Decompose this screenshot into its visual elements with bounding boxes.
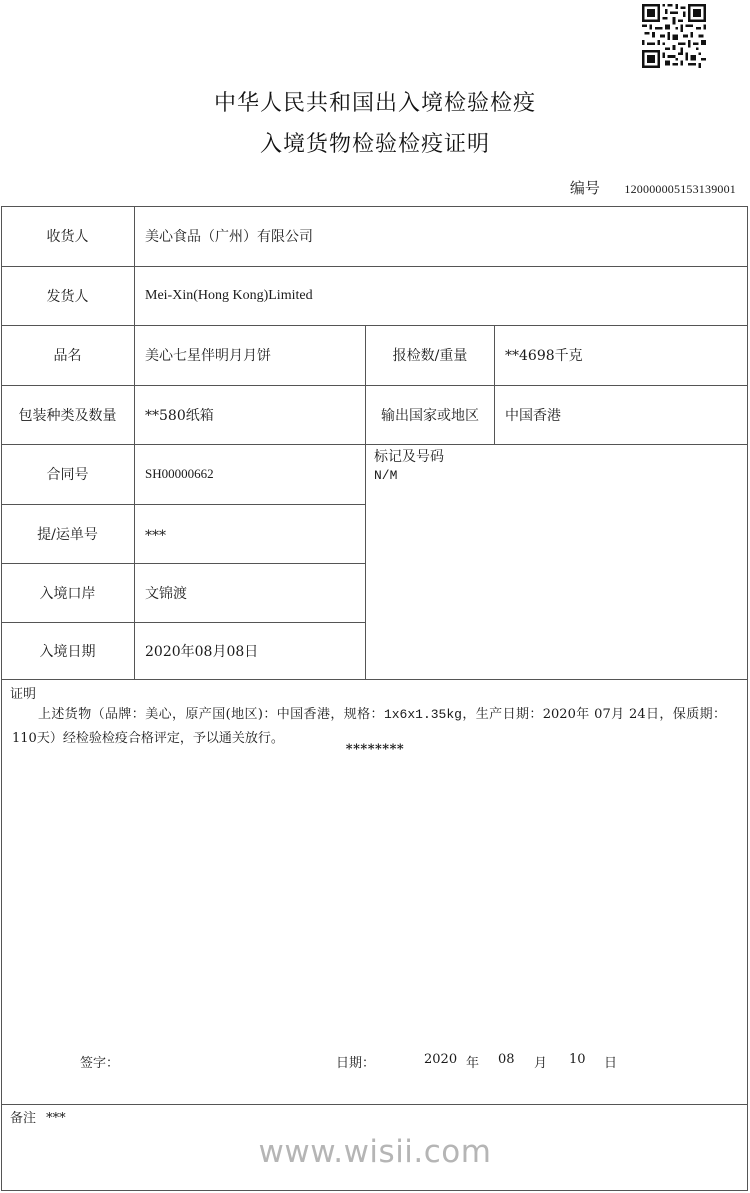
remarks: [10, 1107, 66, 1126]
origin-label: 输出国家或地区: [381, 407, 479, 424]
packing-value: **580纸箱: [145, 407, 214, 424]
issue-year: 2020: [424, 1052, 458, 1067]
serial-label: 编号: [569, 179, 600, 197]
entry-date-label: 入境日期: [39, 643, 96, 660]
contract-value: SH00000662: [145, 466, 214, 481]
document-title: 中华人民共和国出入境检验检疫: [213, 91, 536, 116]
signature-label: 签字：: [80, 1056, 120, 1071]
consignor-label: 发货人: [46, 288, 89, 305]
remarks-label: 备注: [10, 1111, 37, 1126]
certificate-text-part1: 上述货物（品牌：美心，原产国(地区)：中国香港，规格：: [38, 707, 384, 722]
consignor-value: Mei-Xin(Hong Kong)Limited: [145, 287, 313, 303]
quantity-label: 报检数/重量: [392, 348, 468, 364]
bill-value: ***: [145, 527, 166, 544]
marks-value: N/M: [374, 468, 398, 483]
port-value: 文锦渡: [145, 585, 187, 602]
issue-year-unit: 年: [466, 1056, 480, 1071]
consignee-label: 收货人: [46, 229, 89, 245]
serial-number: [570, 177, 736, 198]
packing-label: 包装种类及数量: [18, 407, 117, 424]
document-subtitle: 入境货物检验检疫证明: [259, 132, 490, 157]
issue-month: 08: [498, 1052, 515, 1067]
certificate-stars: ********: [345, 742, 405, 757]
product-label: 品名: [53, 348, 82, 364]
certificate-text-part2: ，生产日期：2020年 07月 24日，保质期：110天）经检验检疫合格评定，予以通关放行。: [12, 707, 726, 746]
port-label: 入境口岸: [39, 585, 96, 602]
issue-day: 10: [569, 1052, 586, 1067]
qr-code-icon: [642, 4, 706, 68]
serial-value: 120000005153139001: [624, 182, 736, 196]
quantity-value: **4698千克: [505, 348, 583, 364]
issue-month-unit: 月: [534, 1056, 548, 1071]
certificate-label: 证明: [10, 687, 37, 702]
bill-label: 提/运单号: [37, 526, 98, 543]
watermark: www.wisii.com: [258, 1134, 492, 1170]
remarks-value: ***: [46, 1111, 66, 1126]
marks-label: 标记及号码: [374, 449, 444, 465]
issue-day-unit: 日: [604, 1056, 618, 1071]
origin-value: 中国香港: [505, 407, 561, 424]
issue-date-label: 日期：: [336, 1056, 376, 1071]
certificate-spec: 1x6x1.35kg: [383, 707, 462, 722]
entry-date-value: 2020年08月08日: [145, 643, 259, 660]
contract-label: 合同号: [46, 467, 89, 483]
consignee-value: 美心食品（广州）有限公司: [145, 229, 313, 245]
product-value: 美心七星伴明月月饼: [145, 348, 271, 364]
